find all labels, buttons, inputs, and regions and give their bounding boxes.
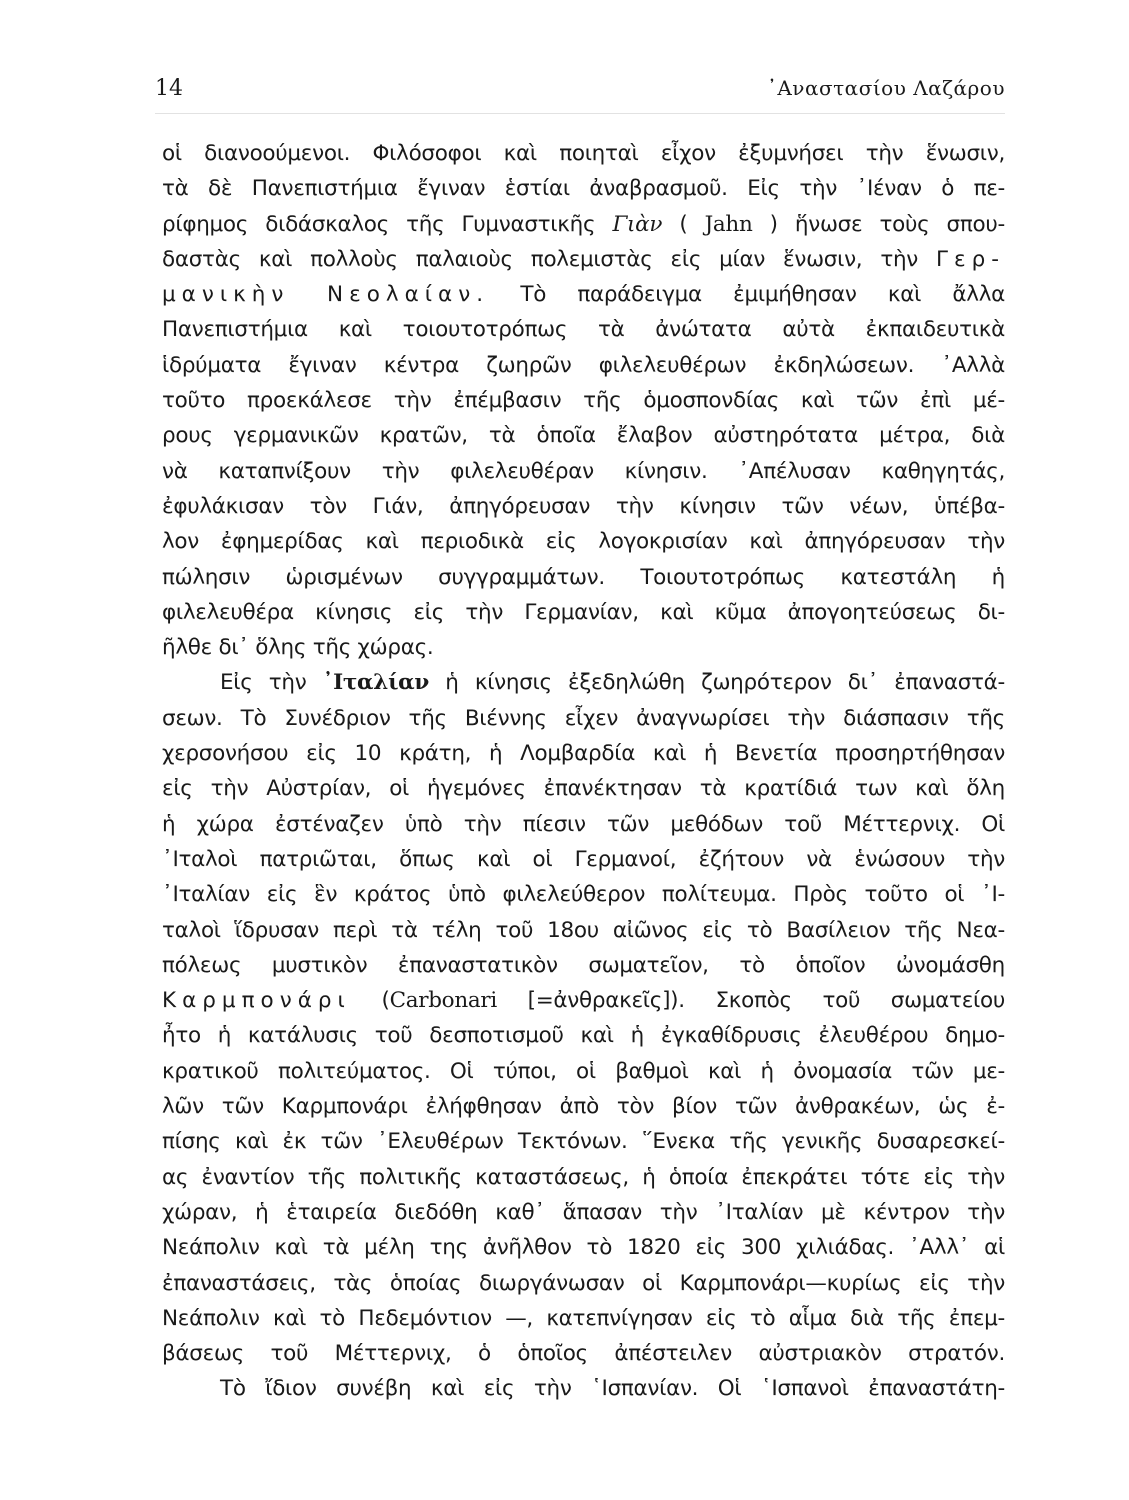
text-line [162, 1195, 1005, 1230]
spaced-emphasis: Γερ- [935, 246, 1005, 272]
text-segment: ἐπαναστάσεις, τὰς ὁποίας διωργάνωσαν οἱ Καρμπονάρι—κυρίως εἰς τὴν [162, 1270, 1005, 1296]
text-segment: τοῦτο προεκάλεσε τὴν ἐπέμβασιν τῆς ὁμοσπονδίας καὶ τῶν ἐπὶ μέ- [162, 388, 1005, 414]
text-line [162, 983, 1005, 1018]
page-number: 14 [155, 76, 183, 101]
text-line [162, 1230, 1005, 1265]
bold-term: ᾿Ιταλίαν [322, 670, 430, 696]
text-segment: ( [350, 988, 390, 1014]
text-segment: ῆλθε δι᾿ ὅλης τῆς χώρας. [162, 635, 434, 661]
text-segment: ἦτο ἡ κατάλυσις τοῦ δεσποτισμοῦ καὶ ἡ ἐγκαθίδρυσις ἐλευθέρου δημο- [162, 1023, 1005, 1049]
text-line [162, 383, 1005, 418]
text-line [162, 1018, 1005, 1053]
text-segment: πόλεως μυστικὸν ἐπαναστατικὸν σωματεῖον, τὸ ὁποῖον ὠνομάσθη [162, 952, 1005, 978]
text-line [162, 207, 1005, 242]
text-segment: Τὸ ἴδιον συνέβη καὶ εἰς τὴν ῾Ισπανίαν. Οἱ ῾Ισπανοὶ ἐπαναστάτη- [220, 1376, 1005, 1402]
text-line [162, 1336, 1005, 1371]
text-segment: οἱ διανοούμενοι. Φιλόσοφοι καὶ ποιηταὶ εἶχον ἐξυμνήσει τὴν ἕνωσιν, [162, 141, 1005, 166]
text-line [162, 595, 1005, 630]
text-line [162, 771, 1005, 806]
text-line [162, 665, 1005, 700]
text-segment: ἡ κίνησις ἐξεδηλώθη ζωηρότερον δι᾿ ἐπαναστά- [429, 670, 1005, 696]
text-line [162, 1089, 1005, 1124]
text-line [162, 312, 1005, 347]
text-segment: ἐφυλάκισαν τὸν Γιάν, ἀπηγόρευσαν τὴν κίνησιν τῶν νέων, ὑπέβα- [162, 493, 1005, 519]
text-segment: λῶν τῶν Καρμπονάρι ἐλήφθησαν ἀπὸ τὸν βίον τῶν ἀνθρακέων, ὡς ἐ- [162, 1094, 1005, 1120]
text-segment: Γιὰν [612, 211, 663, 237]
text-segment: χώραν, ἡ ἑταιρεία διεδόθη καθ᾿ ἅπασαν τὴν ᾿Ιταλίαν μὲ κέντρον τὴν [162, 1199, 1005, 1225]
text-segment: Πανεπιστήμια καὶ τοιουτοτρόπως τὰ ἀνώτατα αὐτὰ ἐκπαιδευτικὰ [162, 317, 1005, 343]
text-line [162, 489, 1005, 524]
running-head-author: ᾿Αναστασίου Λαζάρου [766, 76, 1005, 100]
text-line [162, 1160, 1005, 1195]
text-segment: δαστὰς καὶ πολλοὺς παλαιοὺς πολεμιστὰς εἰς μίαν ἕνωσιν, τὴν [162, 246, 936, 272]
body-text [162, 136, 1005, 1407]
text-line [162, 1301, 1005, 1336]
text-segment: Τὸ παράδειγμα ἐμιμήθησαν καὶ ἄλλα [489, 282, 1006, 308]
text-segment: Jahn [704, 211, 753, 237]
text-segment: ᾿Ιταλίαν εἰς ἓν κράτος ὑπὸ φιλελεύθερον πολίτευμα. Πρὸς τοῦτο οἱ ᾿Ι- [162, 882, 1005, 908]
text-line [162, 842, 1005, 877]
text-line [162, 348, 1005, 383]
text-segment: Carbonari [389, 988, 497, 1014]
text-line [162, 948, 1005, 983]
text-segment: ἱδρύματα ἔγιναν κέντρα ζωηρῶν φιλελευθέρων ἐκδηλώσεων. ᾿Αλλὰ [162, 352, 1005, 378]
text-line [162, 1124, 1005, 1159]
text-segment: νὰ καταπνίξουν τὴν φιλελευθέραν κίνησιν. ᾿Απέλυσαν καθηγητάς, [162, 458, 1005, 484]
text-segment: φιλελευθέρα κίνησις εἰς τὴν Γερμανίαν, καὶ κῦμα ἀπογοητεύσεως δι- [162, 599, 1005, 625]
text-line [162, 136, 1005, 171]
text-line [162, 630, 1005, 665]
text-segment: Εἰς τὴν [220, 670, 323, 696]
text-segment: ᾿Ιταλοὶ πατριῶται, ὅπως καὶ οἱ Γερμανοί, ἐζήτουν νὰ ἑνώσουν τὴν [162, 846, 1005, 872]
text-line [162, 736, 1005, 771]
text-line [162, 524, 1005, 559]
text-segment: λον ἐφημερίδας καὶ περιοδικὰ εἰς λογοκρισίαν καὶ ἀπηγόρευσαν τὴν [162, 529, 1005, 555]
text-segment: ) ἥνωσε τοὺς σπου- [752, 211, 1005, 237]
text-line [162, 1054, 1005, 1089]
text-line [162, 1371, 1005, 1406]
text-segment: βάσεως τοῦ Μέττερνιχ, ὁ ὁποῖος ἀπέστειλεν αὐστριακὸν στρατόν. [162, 1341, 1005, 1367]
text-line [162, 1266, 1005, 1301]
text-line [162, 242, 1005, 277]
text-segment: χερσονήσου εἰς 10 κράτη, ἡ Λομβαρδία καὶ ἡ Βενετία προσηρτήθησαν [162, 741, 1005, 767]
text-line [162, 418, 1005, 453]
text-line [162, 807, 1005, 842]
text-segment: ρους γερμανικῶν κρατῶν, τὰ ὁποῖα ἔλαβον αὐστηρότατα μέτρα, διὰ [162, 423, 1005, 449]
text-segment: σεων. Τὸ Συνέδριον τῆς Βιέννης εἶχεν ἀναγνωρίσει τὴν διάσπασιν τῆς [162, 705, 1005, 731]
text-segment: [=ἀνθρακεῖς]). Σκοπὸς τοῦ σωματείου [496, 988, 1005, 1014]
text-segment: ρίφημος διδάσκαλος τῆς Γυμναστικῆς [162, 211, 613, 237]
text-line [162, 171, 1005, 206]
text-segment: Νεάπολιν καὶ τὰ μέλη της ἀνῆλθον τὸ 1820 εἰς 300 χιλιάδας. ᾿Αλλ᾿ αἱ [162, 1235, 1005, 1261]
page-header [155, 76, 1005, 106]
text-segment: εἰς τὴν Αὐστρίαν, οἱ ἡγεμόνες ἐπανέκτησαν τὰ κρατίδιά των καὶ ὅλη [162, 776, 1005, 802]
spaced-emphasis: μανικὴν Νεολαίαν. [162, 282, 490, 308]
text-line [162, 560, 1005, 595]
text-segment: Νεάπολιν καὶ τὸ Πεδεμόντιον —, κατεπνίγησαν εἰς τὸ αἷμα διὰ τῆς ἐπεμ- [162, 1305, 1005, 1331]
text-segment: κρατικοῦ πολιτεύματος. Οἱ τύποι, οἱ βαθμοὶ καὶ ἡ ὀνομασία τῶν με- [162, 1058, 1005, 1084]
text-segment: πίσης καὶ ἐκ τῶν ᾿Ελευθέρων Τεκτόνων. ῞Ενεκα τῆς γενικῆς δυσαρεσκεί- [162, 1129, 1005, 1155]
text-segment: ( [662, 211, 705, 237]
text-segment: ας ἐναντίον τῆς πολιτικῆς καταστάσεως, ἡ ὁποία ἐπεκράτει τότε εἰς τὴν [162, 1164, 1005, 1190]
header-rule [155, 113, 1005, 114]
text-line [162, 277, 1005, 312]
text-line [162, 454, 1005, 489]
text-segment: τὰ δὲ Πανεπιστήμια ἔγιναν ἑστίαι ἀναβρασμοῦ. Εἰς τὴν ᾿Ιέναν ὁ πε- [162, 176, 1005, 202]
text-line [162, 701, 1005, 736]
text-segment: πώλησιν ὡρισμένων συγγραμμάτων. Τοιουτοτρόπως κατεστάλη ἡ [162, 564, 1005, 590]
text-line [162, 877, 1005, 912]
text-segment: ταλοὶ ἵδρυσαν περὶ τὰ τέλη τοῦ 18ου αἰῶνος εἰς τὸ Βασίλειον τῆς Νεα- [162, 917, 1005, 943]
text-segment: ἡ χώρα ἐστέναζεν ὑπὸ τὴν πίεσιν τῶν μεθόδων τοῦ Μέττερνιχ. Οἱ [162, 811, 1005, 837]
spaced-emphasis: Καρμπονάρι [162, 988, 351, 1014]
text-line [162, 913, 1005, 948]
